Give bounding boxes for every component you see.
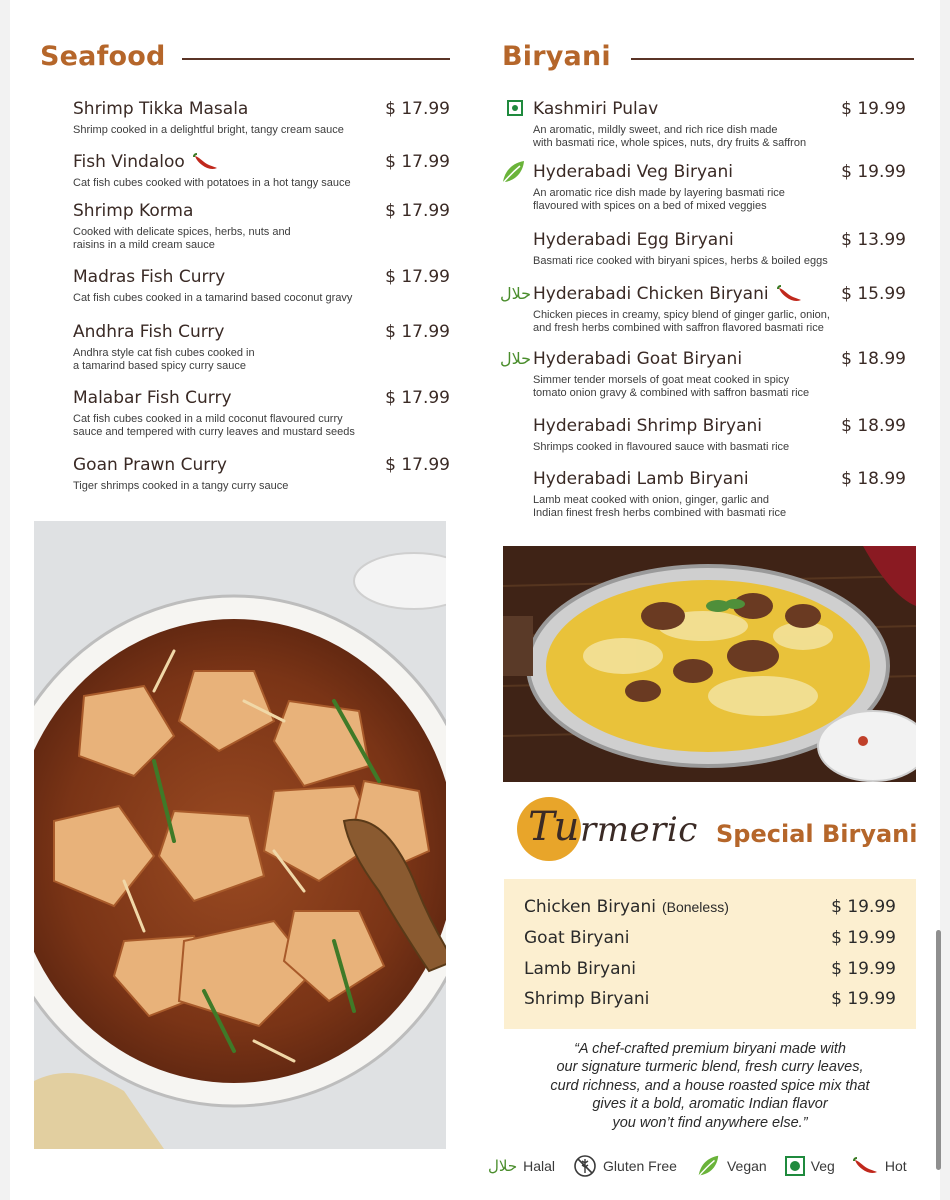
item-description: Simmer tender morsels of goat meat cooked in spicy tomato onion gravy & combined with saffron basmati rice (533, 374, 810, 399)
item-description: Andhra style cat fish cubes cooked in a tamarind based spicy curry sauce (73, 347, 255, 372)
item-description: Cat fish cubes cooked in a mild coconut flavoured curry sauce and tempered with curry leaves and mustard seeds (73, 413, 355, 438)
menu-item[interactable] (533, 228, 914, 268)
menu-item[interactable] (73, 150, 450, 190)
legend-label: Vegan (726, 1158, 767, 1174)
item-description: Cooked with delicate spices, herbs, nuts and raisins in a mild cream sauce (73, 226, 291, 251)
menu-item[interactable] (500, 347, 914, 400)
quote-line: curd richness, and a house roasted spice mix that (550, 1077, 870, 1094)
legend-halal (488, 1157, 555, 1175)
item-price: $ 13.99 (841, 230, 906, 250)
special-item-price: $ 19.99 (831, 897, 896, 917)
item-price: $ 17.99 (385, 152, 450, 172)
item-price: $ 17.99 (385, 322, 450, 342)
biryani-column (502, 0, 914, 540)
veg-icon (507, 100, 523, 116)
special-item-name: Goat Biryani (524, 928, 630, 948)
legend-vegan (695, 1153, 767, 1179)
item-description: Basmati rice cooked with biryani spices, herbs & boiled eggs (533, 255, 828, 267)
halal-icon: حلال (488, 1157, 518, 1175)
biryani-divider (631, 58, 914, 60)
legend-label: Hot (884, 1158, 907, 1174)
brand-name: rmeric (580, 810, 698, 850)
item-name: Hyderabadi Chicken Biryani (533, 284, 769, 304)
item-price: $ 17.99 (385, 388, 450, 408)
item-price: $ 18.99 (841, 469, 906, 489)
halal-icon: حلال (500, 349, 532, 368)
menu-item[interactable] (533, 467, 914, 520)
scrollbar[interactable] (936, 930, 941, 1170)
menu-item[interactable] (73, 97, 450, 137)
halal-icon: حلال (500, 284, 532, 303)
menu-item[interactable] (533, 414, 914, 454)
vegan-leaf-icon (499, 158, 527, 186)
item-name: Kashmiri Pulav (533, 99, 659, 119)
menu-item[interactable] (73, 453, 450, 493)
special-item[interactable] (524, 895, 896, 919)
item-name: Hyderabadi Shrimp Biryani (533, 416, 763, 436)
veg-icon (785, 1156, 805, 1176)
item-name: Hyderabadi Veg Biryani (533, 162, 733, 182)
item-description: Tiger shrimps cooked in a tangy curry sauce (73, 480, 289, 492)
menu-item[interactable] (73, 386, 450, 439)
special-item[interactable] (524, 987, 896, 1011)
legend-hot (853, 1157, 907, 1175)
seafood-divider (182, 58, 450, 60)
item-description: Shrimp cooked in a delightful bright, tangy cream sauce (73, 124, 344, 136)
chili-hot-icon (777, 285, 803, 303)
menu-item[interactable] (73, 320, 450, 373)
item-description: An aromatic rice dish made by layering basmati rice flavoured with spices on a bed of mixed veggies (533, 187, 785, 212)
biryani-illustration (503, 546, 916, 782)
dietary-legend (488, 1150, 928, 1182)
item-name: Malabar Fish Curry (73, 388, 232, 408)
special-item-price: $ 19.99 (831, 959, 896, 979)
quote-line: gives it a bold, aromatic Indian flavor (592, 1096, 828, 1113)
seafood-title: Seafood (40, 40, 166, 72)
item-price: $ 18.99 (841, 349, 906, 369)
legend-veg (785, 1156, 835, 1176)
special-biryani-title: Special Biryani (716, 820, 918, 848)
item-description: Lamb meat cooked with onion, ginger, garlic and Indian finest fresh herbs combined with basmati rice (533, 494, 787, 519)
item-name: Hyderabadi Lamb Biryani (533, 469, 749, 489)
menu-item[interactable] (533, 97, 914, 150)
special-biryani-box (504, 879, 916, 1029)
item-name: Andhra Fish Curry (73, 322, 225, 342)
item-name: Madras Fish Curry (73, 267, 226, 287)
item-name: Shrimp Korma (73, 201, 194, 221)
quote-line: “A chef-crafted premium biryani made with (574, 1041, 846, 1057)
item-description: Chicken pieces in creamy, spicy blend of ginger garlic, onion, and fresh herbs combined with saffron flavored basmati rice (533, 309, 830, 334)
special-item-name: Chicken Biryani (524, 897, 656, 917)
menu-item[interactable] (73, 199, 450, 252)
brand-initials: Tu (528, 804, 579, 850)
biryani-title: Biryani (502, 40, 611, 72)
legend-label: Veg (810, 1158, 835, 1174)
item-price: $ 17.99 (385, 267, 450, 287)
gluten-free-icon (573, 1154, 597, 1178)
quote-line: our signature turmeric blend, fresh curry leaves, (556, 1059, 864, 1076)
chili-hot-icon (193, 153, 219, 171)
item-description: Shrimps cooked in flavoured sauce with basmati rice (533, 441, 790, 453)
item-price: $ 18.99 (841, 416, 906, 436)
biryani-photo (503, 546, 916, 782)
special-item[interactable] (524, 926, 896, 950)
item-price: $ 19.99 (841, 99, 906, 119)
item-price: $ 19.99 (841, 162, 906, 182)
item-name: Fish Vindaloo (73, 152, 185, 172)
item-price: $ 17.99 (385, 201, 450, 221)
item-price: $ 17.99 (385, 455, 450, 475)
legend-label: Gluten Free (603, 1158, 677, 1174)
menu-item[interactable] (73, 265, 450, 305)
vegan-leaf-icon (695, 1153, 721, 1179)
special-item-price: $ 19.99 (831, 928, 896, 948)
special-item-name: Shrimp Biryani (524, 989, 650, 1009)
item-price: $ 17.99 (385, 99, 450, 119)
special-item-note: (Boneless) (661, 899, 729, 915)
item-description: Cat fish cubes cooked with potatoes in a hot tangy sauce (73, 177, 351, 189)
item-name: Shrimp Tikka Masala (73, 99, 249, 119)
item-description: Cat fish cubes cooked in a tamarind based coconut gravy (73, 292, 353, 304)
item-name: Hyderabadi Egg Biryani (533, 230, 734, 250)
quote-line: you won’t find anywhere else.” (612, 1114, 808, 1131)
biryani-header (502, 36, 914, 76)
menu-item[interactable] (533, 160, 914, 213)
item-description: An aromatic, mildly sweet, and rich rice dish made with basmati rice, whole spices, nuts, dry fruits & saffron (533, 124, 807, 149)
item-name: Hyderabadi Goat Biryani (533, 349, 743, 369)
fish-curry-photo (34, 521, 446, 1149)
menu-item[interactable] (500, 282, 914, 335)
legend-gluten-free (573, 1154, 677, 1178)
legend-label: Halal (523, 1158, 556, 1174)
chili-hot-icon (853, 1157, 879, 1175)
special-item[interactable] (524, 957, 896, 981)
fish-curry-illustration (34, 521, 446, 1149)
turmeric-special-heading (516, 796, 916, 866)
special-quote (504, 1040, 916, 1132)
special-item-price: $ 19.99 (831, 989, 896, 1009)
item-name: Goan Prawn Curry (73, 455, 227, 475)
seafood-header (40, 36, 450, 76)
special-item-name: Lamb Biryani (524, 959, 636, 979)
item-price: $ 15.99 (841, 284, 906, 304)
